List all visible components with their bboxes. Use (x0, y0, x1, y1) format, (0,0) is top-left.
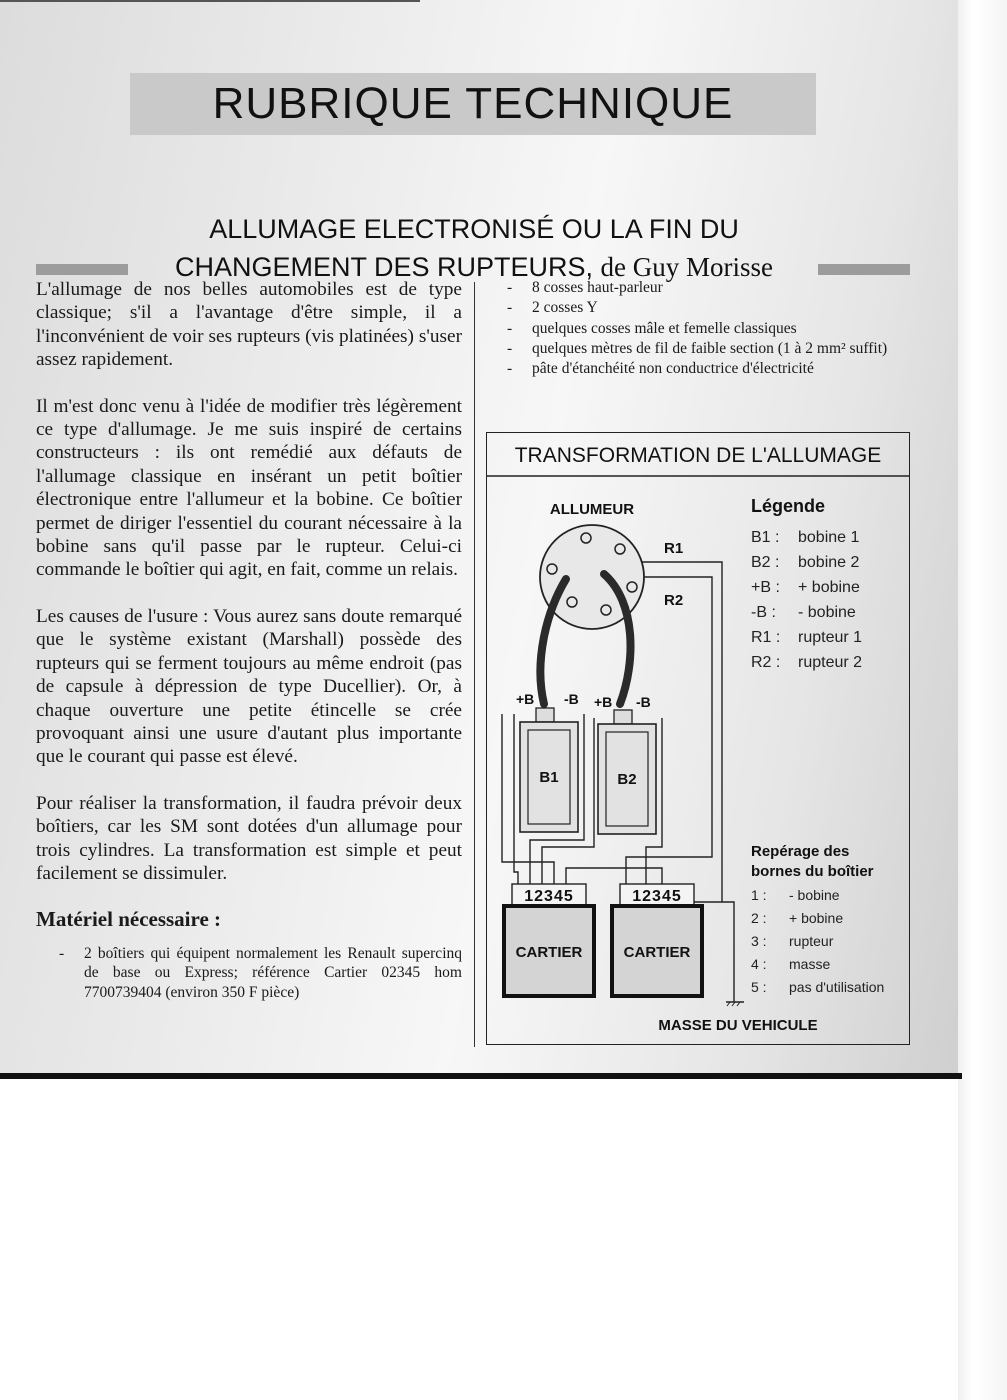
reperage-value: pas d'utilisation (789, 979, 885, 995)
legend-value: + bobine (798, 579, 860, 596)
top-rule (0, 0, 420, 2)
legend-key: +B : (751, 579, 780, 596)
legend-key: -B : (751, 604, 776, 621)
paragraph: Les causes de l'usure : Vous aurez sans doute remarqué que le système existant (Marshall) possède des rupteurs qui se ferment toujours au même endroit (pas de capsule à dépression de type Ducellier). Or, à chaque ouverture une petite étincelle se crée provoquant ainsi une usure d'autant plus importante que le courant qui passe est élevé. (36, 605, 462, 768)
reperage-row (751, 886, 840, 904)
r2-label: R2 (664, 592, 684, 609)
legend-value: rupteur 2 (798, 654, 863, 671)
materiel-heading: Matériel nécessaire : (36, 907, 222, 932)
b2-plus-label: +B (594, 694, 613, 710)
legend-value: rupteur 1 (798, 629, 863, 646)
reperage-row (751, 909, 843, 927)
list-item: - pâte d'étanchéité non conductrice d'électricité (507, 359, 917, 379)
reperage-row (751, 978, 884, 996)
next-page-edge (958, 0, 1007, 1400)
legend-value: bobine 2 (798, 554, 860, 571)
list-item-text: quelques mètres de fil de faible section (1 à 2 mm² suffit) (532, 339, 888, 357)
legend-value: bobine 1 (798, 529, 860, 546)
reperage-key: 5 : (751, 979, 767, 995)
b1-minus-label: -B (564, 691, 579, 707)
cartier-box-1-label: CARTIER (515, 944, 583, 961)
reperage-row (751, 955, 830, 973)
column-divider (474, 282, 475, 1047)
cartier-box-2-label: CARTIER (623, 944, 691, 961)
reperage-title: Repérage des bornes du boîtier (751, 843, 874, 880)
ground-wire (722, 902, 734, 1002)
title-bar-left (36, 264, 128, 275)
legend-row (751, 653, 862, 673)
legend-row (751, 528, 859, 548)
b2-minus-label: -B (636, 694, 651, 710)
legend-key: R1 : (751, 629, 781, 646)
article-title-main: CHANGEMENT DES RUPTEURS, (174, 252, 594, 282)
list-item: - 8 cosses haut-parleur (507, 278, 917, 298)
list-item: - 2 cosses Y (507, 298, 917, 318)
box1-terminal-numbers: 12345 (524, 888, 574, 905)
reperage-key: 1 : (751, 887, 767, 903)
paragraph: Pour réaliser la transformation, il faudra prévoir deux boîtiers, car les SM sont dotées d'un allumage pour trois cylindres. La transformation est simple et peut facilement se dissimuler. (36, 792, 462, 884)
reperage-value: rupteur (789, 933, 834, 949)
wiring-diagram (486, 432, 910, 1045)
diagram-title: TRANSFORMATION DE L'ALLUMAGE (514, 444, 882, 467)
legend-key: B1 : (751, 529, 780, 546)
reperage-value: masse (789, 956, 831, 972)
ground-label: MASSE DU VEHICULE (658, 1017, 818, 1034)
list-item (507, 339, 917, 359)
reperage-key: 4 : (751, 956, 767, 972)
legend-title: Légende (751, 496, 826, 516)
legend-row (751, 553, 859, 573)
list-item: - quelques cosses mâle et femelle classiques (507, 319, 917, 339)
bottom-rule (0, 1073, 962, 1079)
article-title-line1: ALLUMAGE ELECTRONISÉ OU LA FIN DU (209, 214, 739, 244)
legend-row (751, 578, 860, 598)
coil-b1-label: B1 (539, 769, 559, 786)
allumeur-label: ALLUMEUR (549, 501, 635, 518)
b2-top-cap (614, 710, 632, 724)
legend-value: - bobine (798, 604, 856, 621)
reperage-key: 2 : (751, 910, 767, 926)
title-bar-right (818, 264, 910, 275)
reperage-row (751, 932, 833, 950)
b1-top-cap (536, 708, 554, 722)
reperage-value: - bobine (789, 887, 840, 903)
legend-row (751, 603, 856, 623)
ground-link-wire (566, 868, 662, 884)
list-item: - 2 boîtiers qui équipent normalement les Renault supercinq de base ou Express; référence Cartier 02345 hom 7700739404 (environ 350 F pièce) (36, 944, 462, 1003)
legend-row (751, 628, 862, 648)
r1-label: R1 (664, 540, 684, 557)
materiel-list-left (36, 944, 462, 1003)
banner-title: RUBRIQUE TECHNIQUE (212, 79, 734, 128)
paragraph: Il m'est donc venu à l'idée de modifier très légèrement ce type d'allumage. Je me suis inspiré de certains constructeurs : ils ont remédié aux défauts de l'allumage classique en insérant un petit boîtier électronique entre l'allumeur et la bobine. Ce boîtier permet de diriger l'essentiel du courant nécessaire à la bobine sans qu'il passe par le rupteur. Celui-ci commande le boîtier qui agit, en fait, comme un relais. (36, 395, 462, 581)
coil-b2-label: B2 (617, 771, 637, 788)
legend-key: R2 : (751, 654, 781, 671)
b1-plus-label: +B (516, 691, 535, 707)
reperage-value: + bobine (789, 910, 844, 926)
article-left-column (36, 278, 462, 1002)
materiel-list-right (507, 278, 917, 379)
article-author: de Guy Morisse (600, 252, 774, 282)
paragraph: L'allumage de nos belles automobiles est de type classique; s'il a l'avantage d'être simple, il a l'inconvénient de voir ses rupteurs (vis platinées) s'user assez rapidement. (36, 279, 462, 371)
reperage-key: 3 : (751, 933, 767, 949)
box2-terminal-numbers: 12345 (632, 888, 682, 905)
legend-key: B2 : (751, 554, 780, 571)
b1-plus-wire (514, 714, 518, 884)
